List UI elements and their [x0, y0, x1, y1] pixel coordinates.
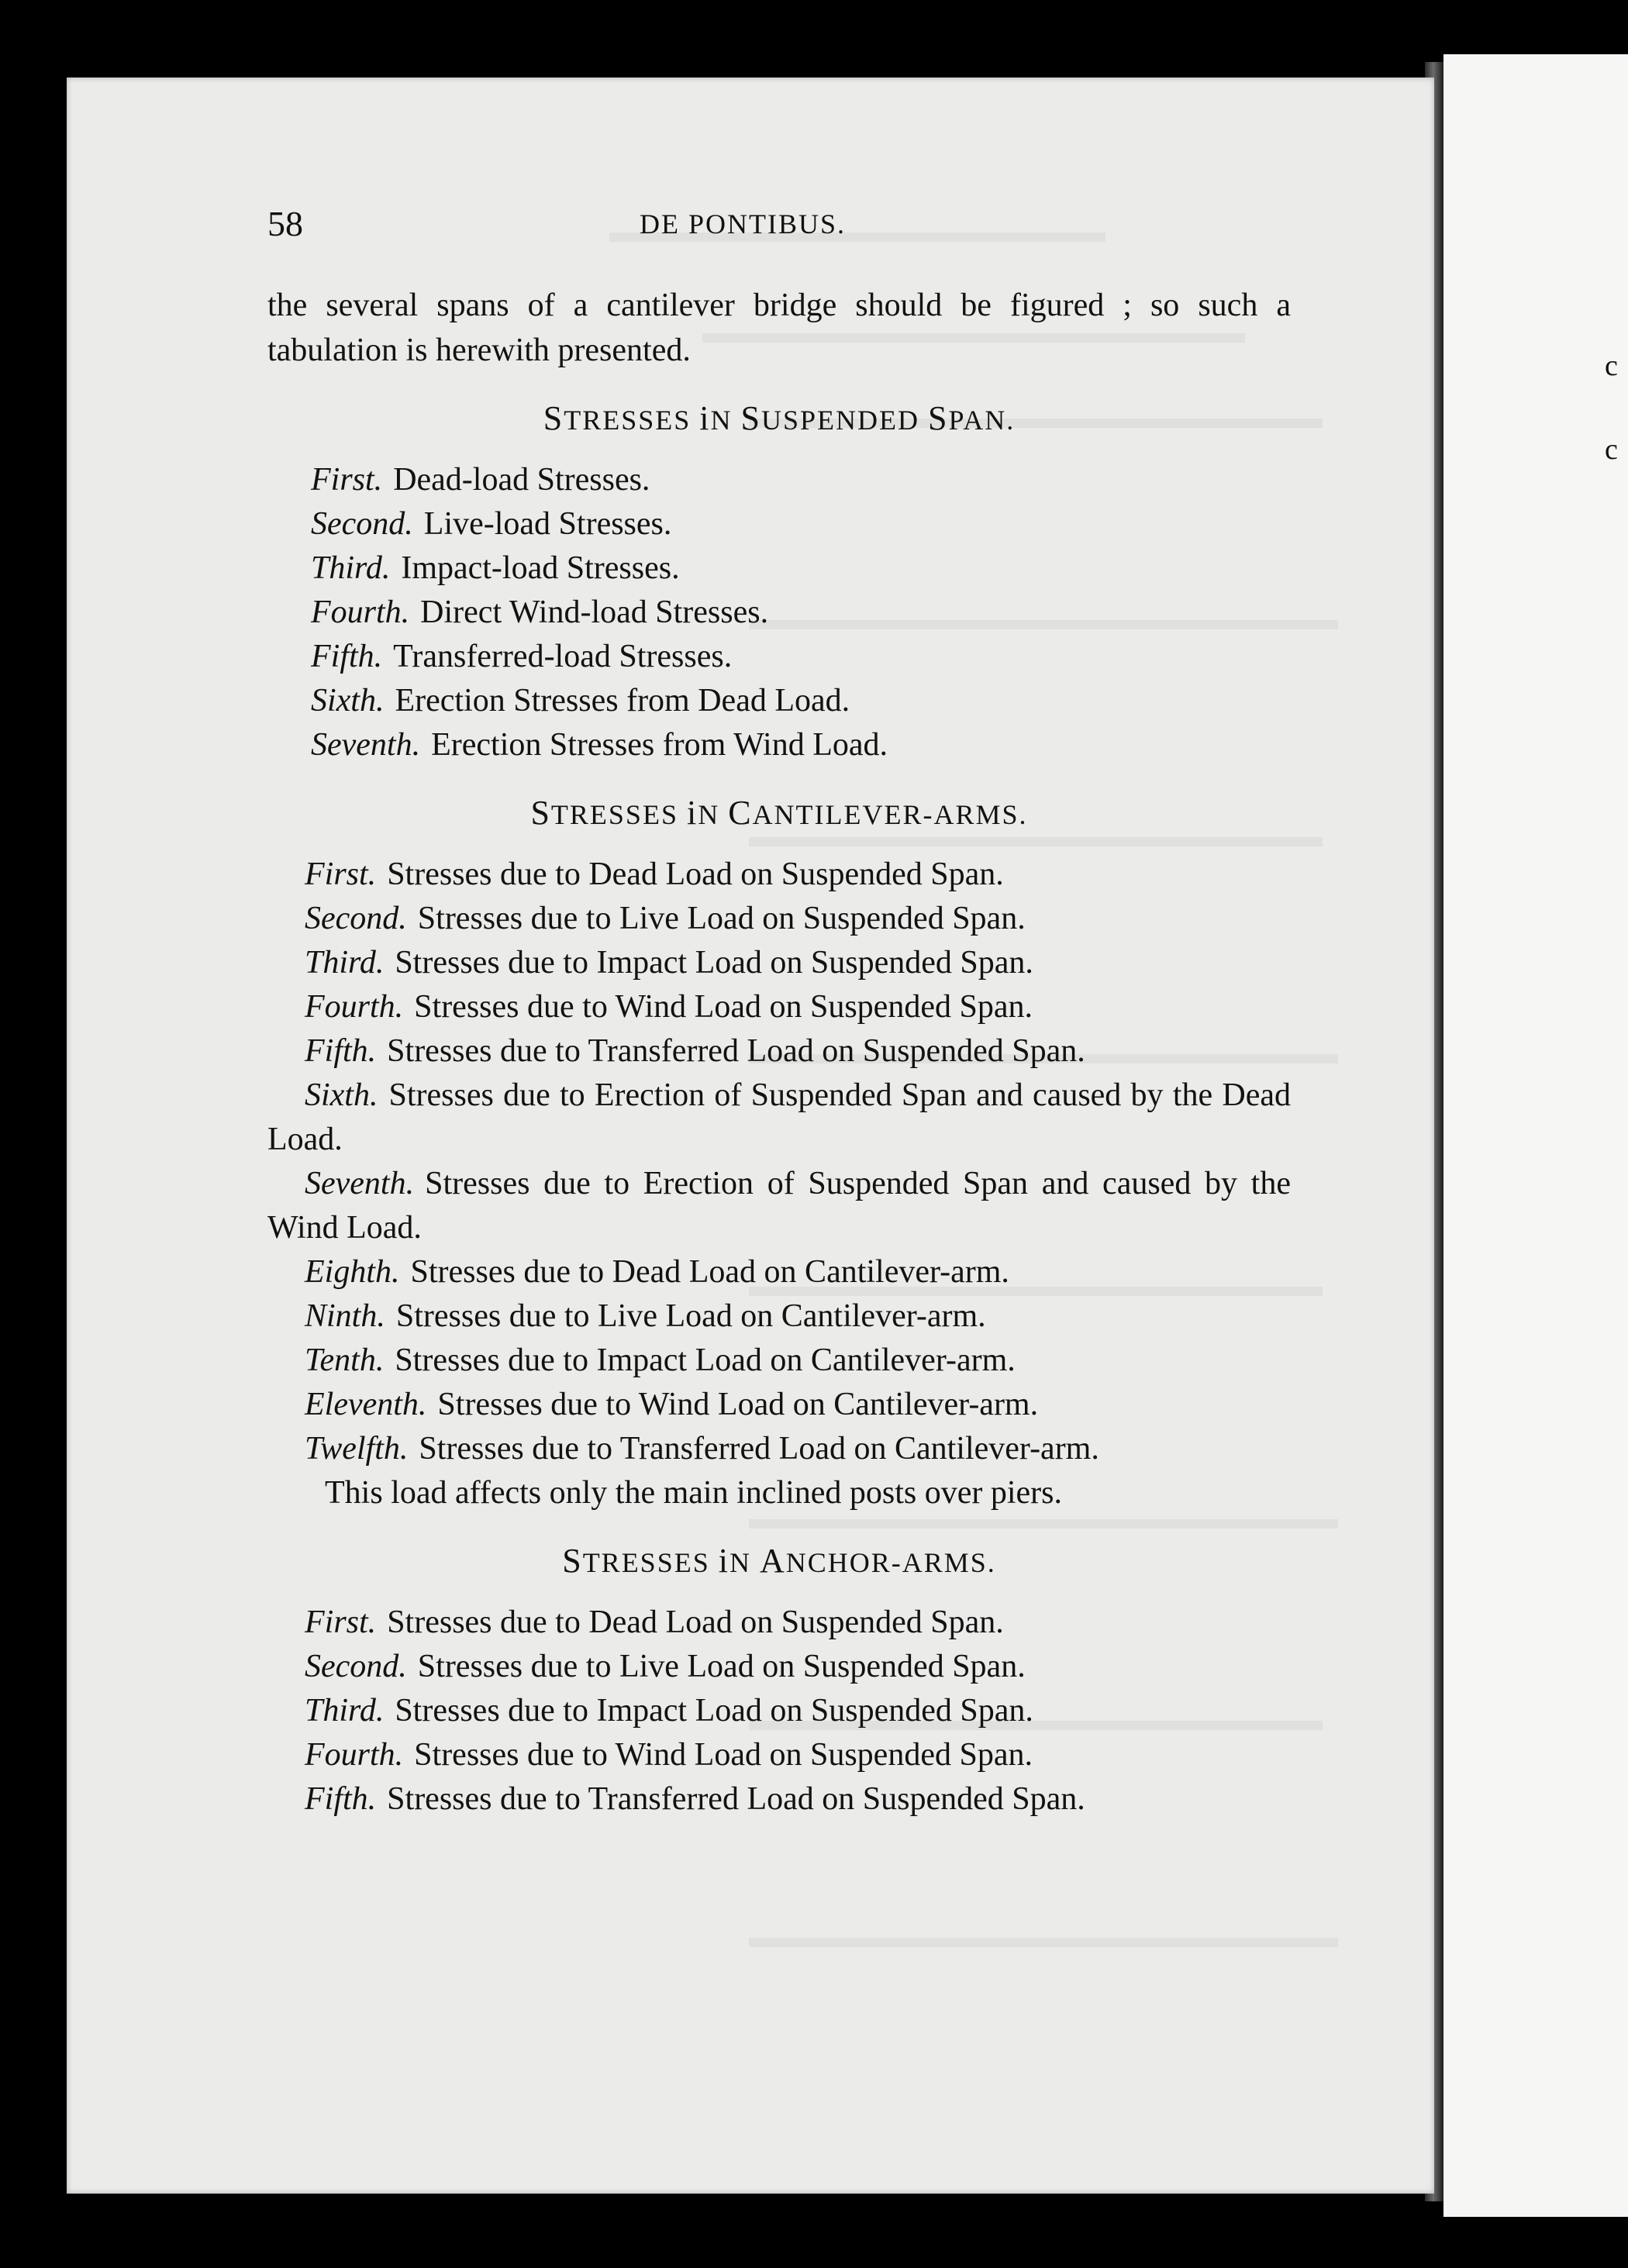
list-item: Fifth. Transferred-load Stresses. [311, 639, 733, 674]
list-item: Third. Impact-load Stresses. [311, 550, 680, 586]
facing-page-fragment: c [1605, 350, 1618, 382]
list-item: Fifth. Stresses due to Transferred Load on Suspended Span. [305, 1781, 1085, 1817]
running-title: DE PONTIBUS. [640, 209, 847, 240]
list-item: Fourth. Direct Wind-load Stresses. [311, 595, 769, 630]
facing-page [1443, 54, 1628, 2217]
page-body [267, 283, 1291, 1822]
list-item: Second. Stresses due to Live Load on Suspended Span. [305, 901, 1026, 936]
page-number: 58 [267, 204, 303, 243]
intro-paragraph: the several spans of a cantilever bridge should be figured ; so such a tabulation is herewith presented. [267, 288, 1291, 368]
list-item: Third. Stresses due to Impact Load on Suspended Span. [305, 945, 1033, 981]
list-item: Fourth. Stresses due to Wind Load on Suspended Span. [305, 1737, 1033, 1773]
list-item: Twelfth. Stresses due to Transferred Load on Cantilever-arm. [305, 1431, 1099, 1467]
list-item: Second. Live-load Stresses. [311, 506, 672, 542]
cantilever-arms-list [267, 853, 1291, 1471]
running-head [267, 203, 1291, 250]
anchor-arms-list [267, 1601, 1291, 1822]
suspended-span-list [267, 458, 1291, 767]
section-note: This load affects only the main inclined posts over piers. [325, 1475, 1063, 1511]
facing-page-fragment: c [1605, 433, 1618, 466]
list-item: Tenth. Stresses due to Impact Load on Cantilever-arm. [305, 1343, 1016, 1378]
section-heading-cantilever-arms: STRESSES iN CANTILEVER-ARMS. [530, 794, 1028, 832]
list-item: Second. Stresses due to Live Load on Suspended Span. [305, 1649, 1026, 1684]
list-item: Fifth. Stresses due to Transferred Load on Suspended Span. [305, 1033, 1085, 1069]
list-item: Fourth. Stresses due to Wind Load on Suspended Span. [305, 989, 1033, 1025]
list-item: Eleventh. Stresses due to Wind Load on Cantilever-arm. [305, 1387, 1039, 1422]
list-item: First. Dead-load Stresses. [311, 462, 650, 498]
section-heading-suspended-span: STRESSES iN SUSPENDED SPAN. [543, 399, 1016, 437]
list-item: First. Stresses due to Dead Load on Suspended Span. [305, 857, 1004, 892]
list-item: Seventh. Erection Stresses from Wind Load. [311, 727, 888, 763]
list-item: Third. Stresses due to Impact Load on Suspended Span. [305, 1693, 1033, 1729]
list-item: First. Stresses due to Dead Load on Suspended Span. [305, 1604, 1004, 1640]
list-item: Sixth. Erection Stresses from Dead Load. [311, 683, 850, 719]
list-item: Seventh. Stresses due to Erection of Suspended Span and caused by the Wind Load. [267, 1166, 1291, 1246]
section-heading-anchor-arms: STRESSES iN ANCHOR-ARMS. [562, 1542, 996, 1580]
list-item: Eighth. Stresses due to Dead Load on Cantilever-arm. [305, 1254, 1009, 1290]
list-item: Sixth. Stresses due to Erection of Suspended Span and caused by the Dead Load. [267, 1077, 1291, 1157]
list-item: Ninth. Stresses due to Live Load on Cantilever-arm. [305, 1298, 986, 1334]
